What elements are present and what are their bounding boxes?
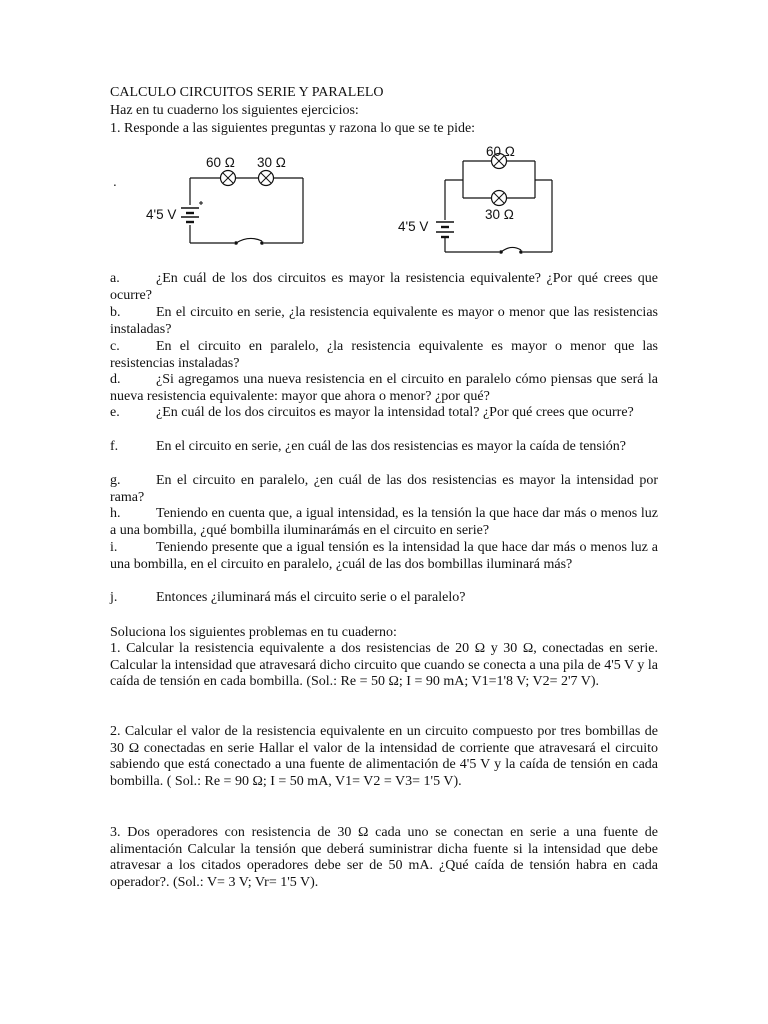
series-voltage-label: 4'5 V	[146, 207, 177, 222]
question-label: e.	[110, 405, 120, 420]
question-label: f.	[110, 439, 119, 454]
question-h	[110, 506, 658, 539]
problem-3: 3. Dos operadores con resistencia de 30 Ω cada uno se conectan en serie a una fuente de alimentación Calcular la tensión que deberá suministrar dicha fuente si la intensidad que debe atravesar a los citados operadores debe ser de 50 mA. ¿Qué caída de tensión habra en cada operador?. (Sol.: V= 3 V; Vr= 1'5 V).	[110, 825, 658, 891]
question-text: ¿En cuál de los dos circuitos es mayor la intensidad total? ¿Por qué crees que ocurre?	[156, 405, 634, 420]
question-text: Teniendo en cuenta que, a igual intensidad, es la tensión la que hace dar más o menos luz a una bombilla, ¿qué bombilla iluminarámás en el circuito en serie?	[110, 506, 658, 538]
parallel-lamp-30-icon	[492, 191, 507, 206]
section-1-heading: 1. Responde a las siguientes preguntas y razona lo que se te pide:	[110, 121, 476, 136]
question-label: c.	[110, 339, 120, 354]
question-g	[110, 473, 658, 506]
parallel-switch-icon	[499, 247, 523, 253]
question-i	[110, 540, 658, 573]
series-battery-icon	[181, 201, 203, 222]
problem-1: 1. Calcular la resistencia equivalente a dos resistencias de 20 Ω y 30 Ω, conectadas en serie. Calcular la intensidad que atravesará dicho circuito que cuando se conecta a una pila de 4'5 V y la caída de tensión en cada bombilla. (Sol.: Re = 50 Ω; I = 90 mA; V1=1'8 V; V2= 2'7 V).	[110, 641, 658, 690]
question-d	[110, 372, 658, 405]
question-text: ¿Si agregamos una nueva resistencia en el circuito en paralelo cómo piensas que será la nueva resistencia equivalente: mayor que ahora o menor? ¿por qué?	[110, 372, 658, 404]
question-c	[110, 339, 658, 372]
question-a	[110, 271, 658, 304]
stray-dot: .	[113, 174, 117, 189]
parallel-voltage-label: 4'5 V	[398, 219, 429, 234]
question-label: h.	[110, 506, 121, 521]
problems-heading: Soluciona los siguientes problemas en tu cuaderno:	[110, 625, 397, 640]
question-text: Teniendo presente que a igual tensión es la intensidad la que hace dar más o menos luz a una bombilla, en el circuito en paralelo, ¿cuál de las dos bombillas iluminará más?	[110, 540, 658, 572]
question-label: g.	[110, 473, 121, 488]
question-j	[110, 590, 658, 607]
question-label: d.	[110, 372, 121, 387]
question-text: En el circuito en serie, ¿la resistencia equivalente es mayor o menor que las resistencias instaladas?	[110, 305, 658, 337]
question-text: En el circuito en serie, ¿en cuál de las dos resistencias es mayor la caída de tensión?	[156, 439, 626, 454]
question-f	[110, 439, 658, 456]
series-switch-icon	[234, 238, 264, 244]
parallel-circuit-diagram	[395, 140, 570, 260]
series-circuit-diagram	[113, 150, 320, 250]
question-b	[110, 305, 658, 338]
question-label: i.	[110, 540, 118, 555]
series-r2-label: 30 Ω	[257, 155, 286, 170]
series-r1-label: 60 Ω	[206, 155, 235, 170]
question-text: En el circuito en paralelo, ¿la resistencia equivalente es mayor o menor que las resistencias instaladas?	[110, 339, 658, 371]
problem-2: 2. Calcular el valor de la resistencia equivalente en un circuito compuesto por tres bombillas de 30 Ω conectadas en serie Hallar el valor de la intensidad de corriente que atravesará el circuito sabiendo que está conectado a una fuente de alimentación de 4'5 V y la caída de tensión en cada bombilla. ( Sol.: Re = 90 Ω; I = 50 mA, V1= V2 = V3= 1'5 V).	[110, 724, 658, 790]
question-label: a.	[110, 271, 120, 286]
question-text: ¿En cuál de los dos circuitos es mayor la resistencia equivalente? ¿Por qué crees que ocurre?	[110, 271, 658, 303]
question-e	[110, 405, 658, 422]
parallel-battery-icon	[436, 222, 454, 237]
page-title: CALCULO CIRCUITOS SERIE Y PARALELO	[110, 85, 384, 100]
series-lamp-30-icon	[259, 171, 274, 186]
parallel-r2-label: 30 Ω	[485, 207, 514, 222]
question-text: Entonces ¿iluminará más el circuito serie o el paralelo?	[156, 590, 466, 605]
question-text: En el circuito en paralelo, ¿en cuál de las dos resistencias es mayor la intensidad por rama?	[110, 473, 658, 505]
parallel-r1-label: 60 Ω	[486, 144, 515, 159]
series-lamp-60-icon	[221, 171, 236, 186]
instructions: Haz en tu cuaderno los siguientes ejercicios:	[110, 103, 359, 118]
question-label: j.	[110, 590, 118, 605]
question-label: b.	[110, 305, 121, 320]
